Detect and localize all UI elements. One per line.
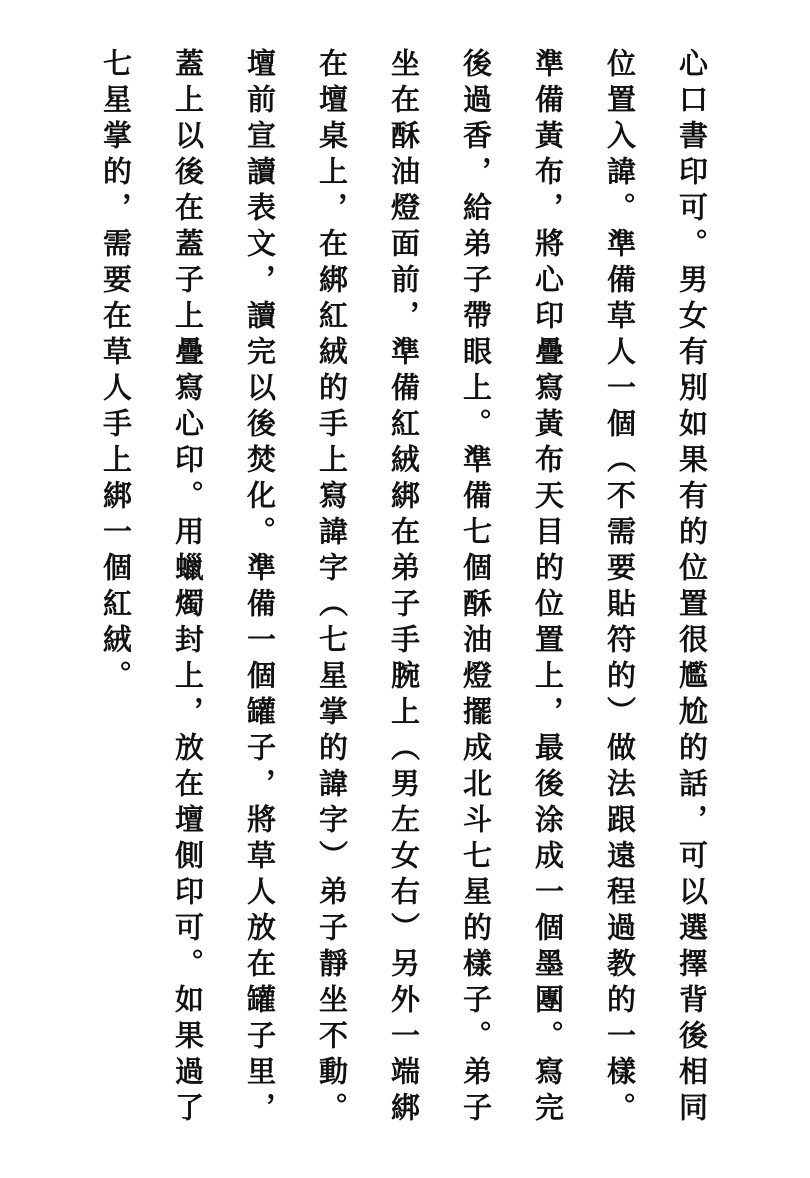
vertical-body-text: 心口書印可。男女有別如果有的位置很尷尬的話，可以選擇背後相同位置入諱。準備草人一個（不需要貼符的）做法跟遠程過教的一樣。準備黃布，將心印疊寫黃布天目的位置上，最後涂成一個墨團。寫完後過香，給弟子帶眼上。準備七個酥油燈擺成北斗七星的樣子。弟子坐在酥油燈面前，準備紅絨綁在弟子手腕上（男左女右）另外一端綁在壇桌上，在綁紅絨的手上寫諱字（七星掌的諱字）弟子靜坐不動。壇前宣讀表文，讀完以後焚化。準備一個罐子，將草人放在罐子里，蓋上以後在蓋子上疊寫心印。用蠟燭封上，放在壇側印可。如果過了七星掌的，需要在草人手上綁一個紅絨。 <box>99 48 709 1128</box>
